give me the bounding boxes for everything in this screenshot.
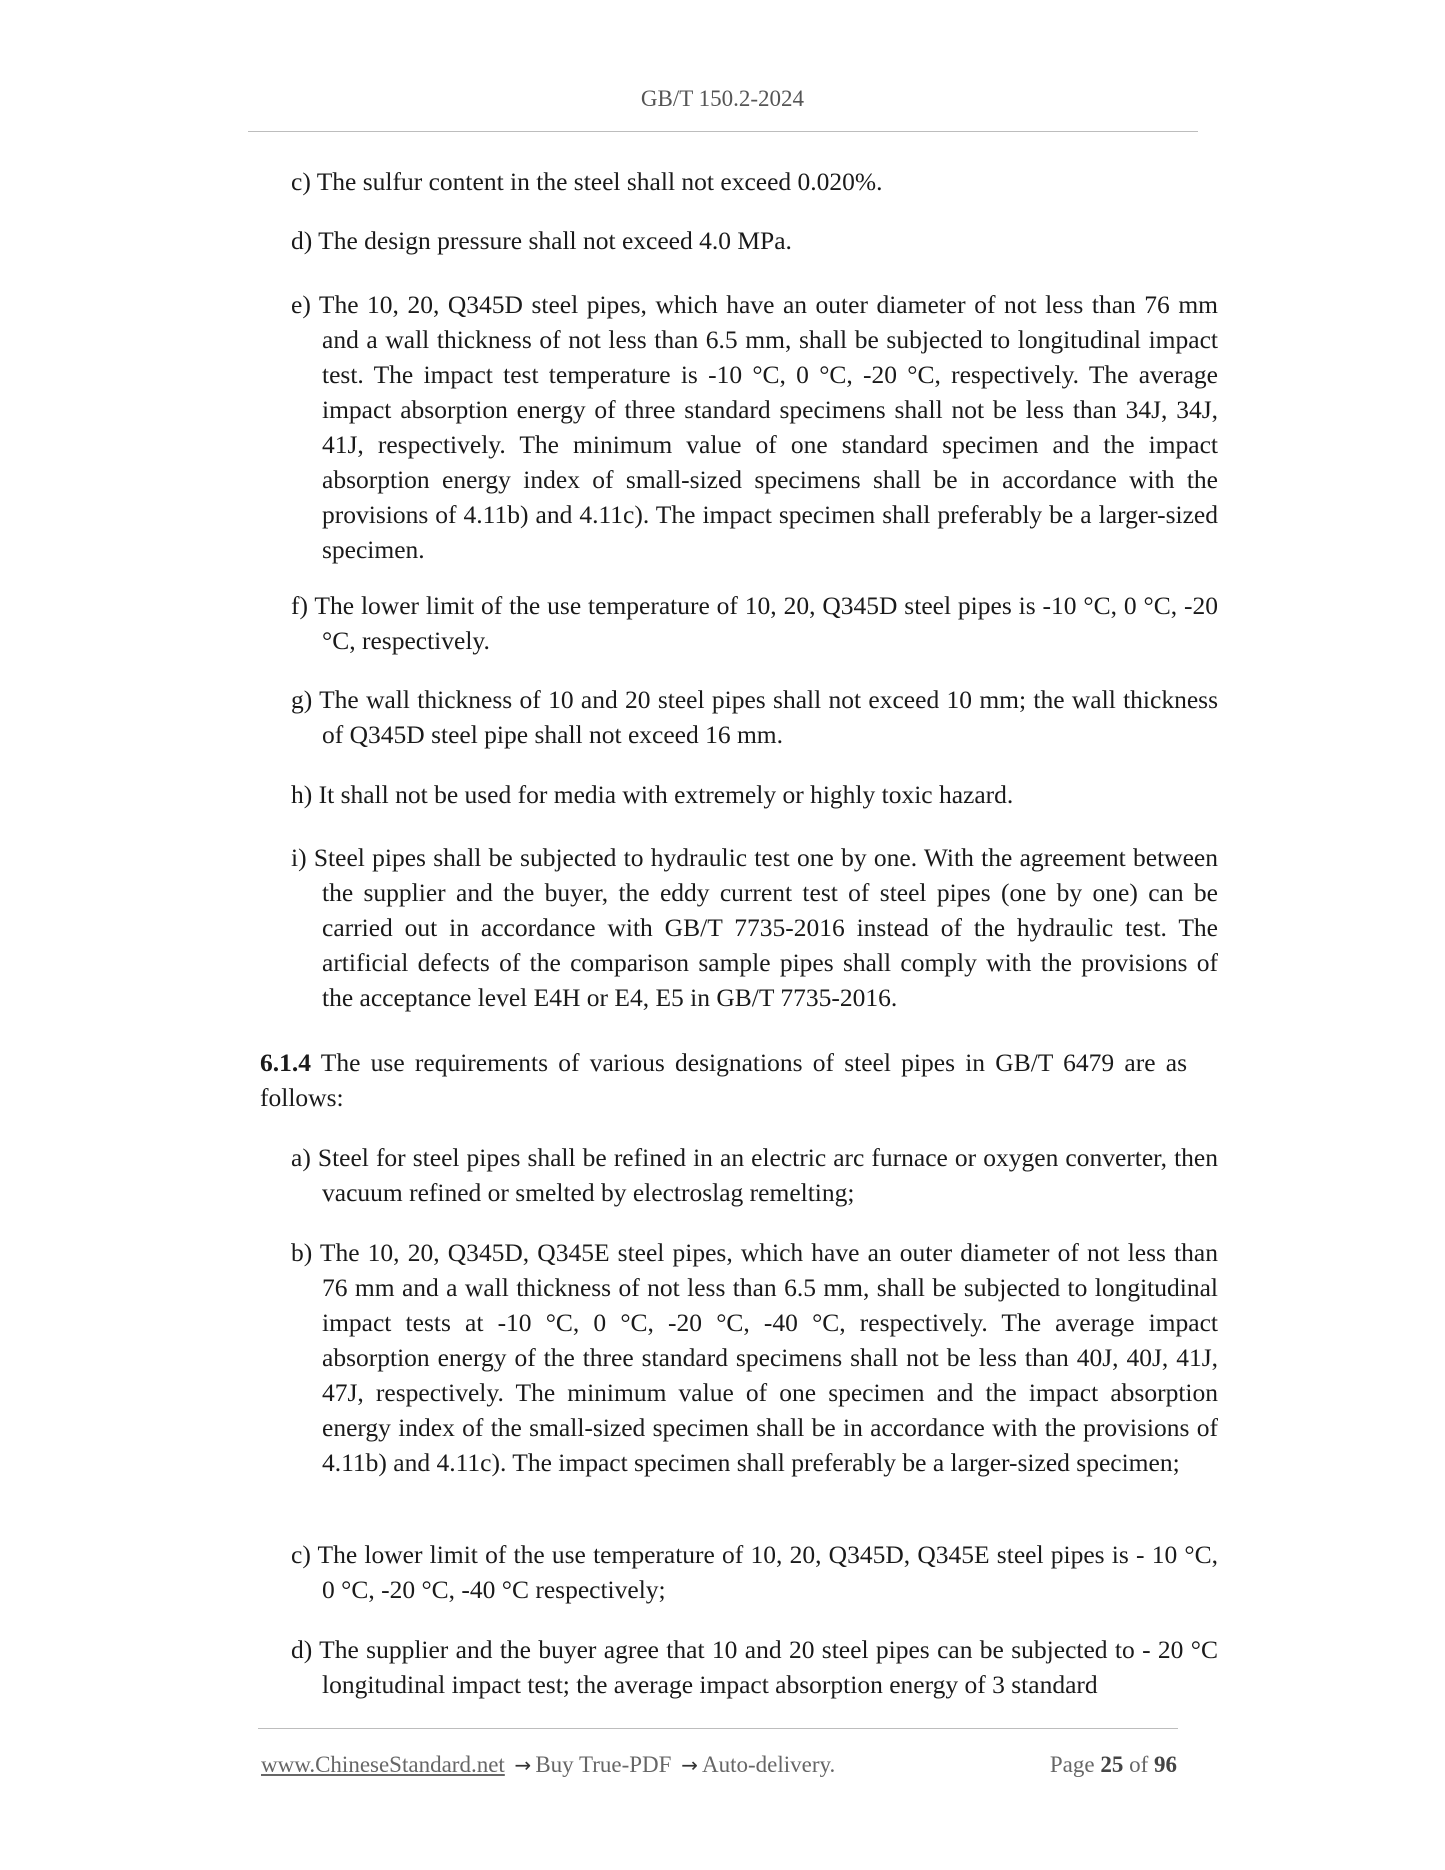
list-item-a-6-1-4: a) Steel for steel pipes shall be refined in an electric arc furnace or oxygen converter, then vacuum refined or smelted by electroslag remelting;: [291, 1143, 1218, 1207]
footer-promo: [261, 1750, 835, 1780]
list-item-g: g) The wall thickness of 10 and 20 steel pipes shall not exceed 10 mm; the wall thickness of Q345D steel pipe shall not exceed 16 mm.: [291, 685, 1218, 749]
page-label: Page: [1049, 1752, 1095, 1777]
auto-delivery-text: Auto-delivery.: [701, 1752, 836, 1777]
clause-text: The use requirements of various designations of steel pipes in GB/T 6479 are as follows:: [260, 1048, 1187, 1112]
list-item-b-6-1-4: b) The 10, 20, Q345D, Q345E steel pipes, which have an outer diameter of not less than 76 mm and a wall thickness of not less than 6.5 mm, shall be subjected to longitudinal impact tests at -10 °C, 0 °C, -20 °C, -40 °C, respectively. The average impact absorption energy of the three standard specimens shall not be less than 40J, 40J, 41J, 47J, respectively. The minimum value of one specimen and the impact absorption energy index of the small-sized specimen shall be in accordance with the provisions of 4.11b) and 4.11c). The impact specimen shall preferably be a larger-sized specimen;: [291, 1238, 1218, 1477]
page-header-title: GB/T 150.2-2024: [640, 86, 805, 111]
list-item-f: f) The lower limit of the use temperature of 10, 20, Q345D steel pipes is -10 °C, 0 °C, -20 °C, respectively.: [291, 591, 1218, 655]
list-item-e: e) The 10, 20, Q345D steel pipes, which have an outer diameter of not less than 76 mm and a wall thickness of not less than 6.5 mm, shall be subjected to longitudinal impact test. The impact test temperature is -10 °C, 0 °C, -20 °C, respectively. The average impact absorption energy of three standard specimens shall not be less than 34J, 34J, 41J, respectively. The minimum value of one standard specimen and the impact absorption energy index of small-sized specimens shall be in accordance with the provisions of 4.11b) and 4.11c). The impact specimen shall preferably be a larger-sized specimen.: [291, 290, 1218, 564]
list-item-h: h) It shall not be used for media with extremely or highly toxic hazard.: [291, 780, 1014, 809]
footer-divider: [258, 1728, 1178, 1729]
page-number: [1050, 1750, 1177, 1780]
website-link[interactable]: www.ChineseStandard.net: [261, 1752, 505, 1777]
clause-6-1-4: [260, 1045, 1187, 1115]
list-item-c-6-1-4: c) The lower limit of the use temperature of 10, 20, Q345D, Q345E steel pipes is - 10 °C, 0 °C, -20 °C, -40 °C respectively;: [291, 1540, 1218, 1604]
clause-number: 6.1.4: [260, 1048, 311, 1077]
current-page: 25: [1100, 1752, 1124, 1777]
list-item-d: d) The design pressure shall not exceed 4.0 MPa.: [291, 226, 792, 255]
arrow-right-icon: →: [514, 1753, 532, 1777]
total-pages: 96: [1154, 1752, 1177, 1777]
of-label: of: [1129, 1752, 1149, 1777]
arrow-right-icon: →: [681, 1753, 698, 1777]
buy-true-pdf-text: Buy True-PDF: [535, 1752, 672, 1777]
list-item-i: i) Steel pipes shall be subjected to hydraulic test one by one. With the agreement between the supplier and the buyer, the eddy current test of steel pipes (one by one) can be carried out in accordance with GB/T 7735-2016 instead of the hydraulic test. The artificial defects of the comparison sample pipes shall comply with the provisions of the acceptance level E4H or E4, E5 in GB/T 7735-2016.: [291, 843, 1218, 1012]
list-item-c: c) The sulfur content in the steel shall not exceed 0.020%.: [291, 167, 883, 196]
list-item-d-6-1-4: d) The supplier and the buyer agree that 10 and 20 steel pipes can be subjected to - 20 °C longitudinal impact test; the average impact absorption energy of 3 standard: [291, 1635, 1218, 1699]
